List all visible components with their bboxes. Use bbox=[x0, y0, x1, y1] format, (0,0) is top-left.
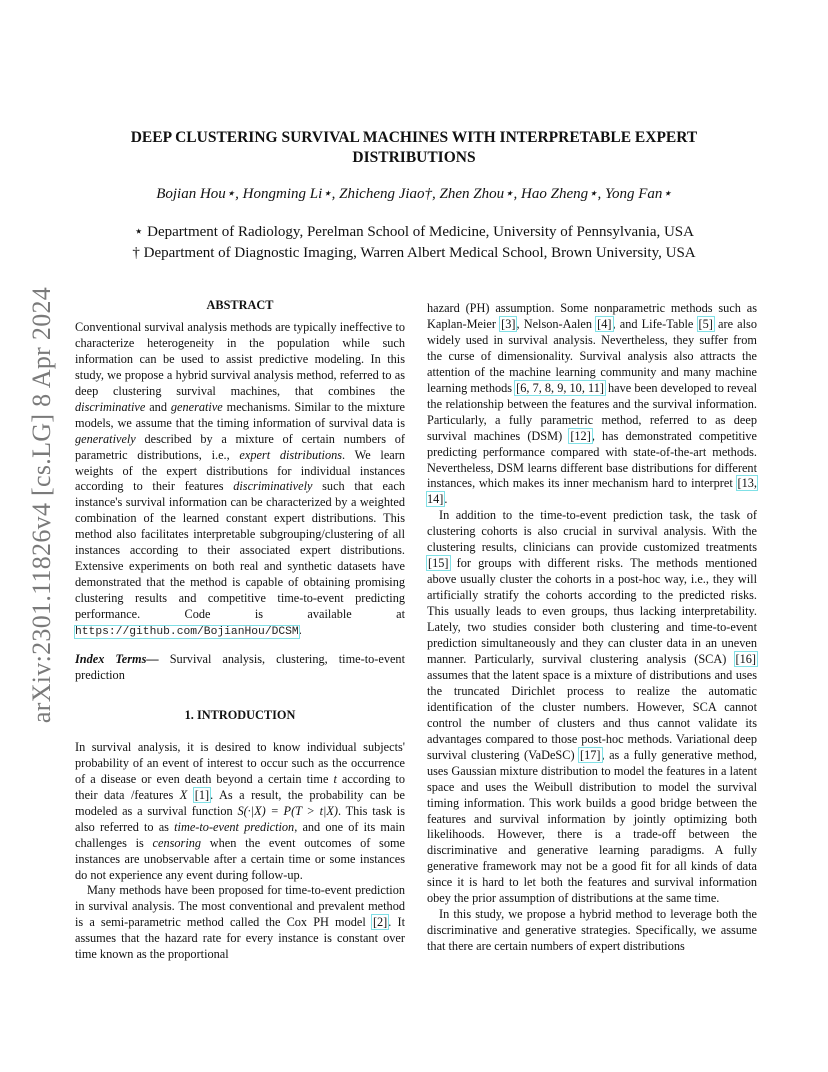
abstract-emphasis: generative bbox=[170, 399, 223, 414]
author-list: Bojian Hou⋆, Hongming Li⋆, Zhicheng Jiao†, Zhen Zhou⋆, Hao Zheng⋆, Yong Fan⋆ bbox=[156, 186, 672, 202]
right-paragraph-1 bbox=[427, 301, 757, 508]
abstract-text-part: and bbox=[145, 399, 171, 414]
intro-text-part: according to their data /features bbox=[75, 771, 405, 802]
intro-text-part: . As a result, the probability can be modeled as a survival function bbox=[75, 787, 406, 818]
right-paragraph-2 bbox=[427, 508, 757, 907]
paper-title bbox=[100, 128, 728, 167]
abstract-text-part: mechanisms. Similar to the mixture models, we assume that the timing information of survival data is bbox=[75, 399, 406, 430]
abstract-heading: ABSTRACT bbox=[206, 298, 274, 312]
abstract-text-part: . We learn weights of the expert distributions for individual instances according to their features bbox=[75, 447, 406, 494]
intro-text-part: . It assumes that the hazard rate for every instance is constant over time known as the proportional bbox=[75, 915, 405, 962]
abstract-text-part: such that each instance's survival information can be characterized by a weighted combination of the learned constant expert distributions. This method also facilitates interpretable subgrouping/clustering of all instances according to their associated expert distributions. Extensive experiments on both real and synthetic datasets have demonstrated that the method is capable of obtaining promising clustering results and competitive time-to-event predicting performance. Code is available at bbox=[75, 479, 405, 622]
title-line-1: DEEP CLUSTERING SURVIVAL MACHINES WITH INTERPRETABLE EXPERT bbox=[130, 129, 698, 146]
math-variable: t bbox=[333, 771, 337, 786]
abstract-text bbox=[75, 320, 405, 641]
body-text-part: have been developed to reveal the relationship between the features and the survival information. Particularly, a fully parametric method, referred to as deep survival machines (DSM) bbox=[427, 380, 757, 443]
arxiv-identifier: arXiv:2301.11826v4 [cs.LG] 8 Apr 2024 bbox=[27, 286, 56, 724]
arxiv-side-stamp bbox=[22, 286, 62, 724]
index-terms bbox=[75, 652, 405, 684]
body-text-part: assumes that the latent space is a mixture of distributions and uses the truncated Dirichlet process to realize the automatic identification of the cluster numbers. However, SCA cannot control the number of clusters and thus cannot validate its advantages compared to those post-hoc methods. Variational deep survival clustering (VaDeSC) bbox=[427, 667, 757, 762]
abstract-emphasis: discriminatively bbox=[233, 479, 313, 494]
abstract-text-part: . bbox=[298, 623, 302, 638]
abstract-emphasis: expert distributions bbox=[239, 447, 343, 462]
abstract-emphasis: discriminative bbox=[75, 399, 146, 414]
body-text-part: for groups with different risks. The methods mentioned above usually cluster the cohorts in a post-hoc way, i.e., they will artificially stratify the cohorts according to the predicted risks. This usually leads to even groups, thus lacking interpretability. Lately, two studies consider both clustering and time-to-event prediction simultaneously and they can cluster data in an uneven manner. Particularly, survival clustering analysis (SCA) bbox=[427, 556, 757, 666]
right-column bbox=[427, 301, 757, 955]
left-column bbox=[75, 298, 405, 963]
body-text-part: hazard (PH) assumption. Some nonparametric methods such as Kaplan-Meier bbox=[427, 301, 757, 331]
abstract-emphasis: generatively bbox=[75, 431, 136, 446]
code-repo-link[interactable]: https://github.com/BojianHou/DCSM bbox=[75, 626, 299, 639]
affiliations bbox=[60, 222, 768, 264]
body-text-part: are also widely used in survival analysis. Nevertheless, they suffer from the curse of dimensionality. Survival analysis also attracts the attention of the machine learning community and many machine learning methods bbox=[427, 316, 757, 395]
abstract-text-part: Conventional survival analysis methods are typically ineffective to characterize heterogeneity in the population while such information can be used to assist predictive modeling. In this study, we propose a hybrid survival analysis method, referred to as deep clustering survival machines, that combines the bbox=[75, 319, 405, 398]
citation-link[interactable]: [3] bbox=[501, 316, 516, 331]
intro-paragraph-2 bbox=[75, 883, 405, 963]
title-line-2: DISTRIBUTIONS bbox=[352, 148, 476, 166]
right-paragraph-3: In this study, we propose a hybrid method to leverage both the discriminative and generative strategies. Specifically, we assume that there are certain numbers of expert distributions bbox=[427, 907, 757, 954]
affiliation-upenn: ⋆ Department of Radiology, Perelman School of Medicine, University of Pennsylvania, USA bbox=[134, 224, 694, 240]
citation-link[interactable]: [13, 14] bbox=[427, 476, 757, 507]
intro-text-part: Many methods have been proposed for time-to-event prediction in survival analysis. The most conventional and prevalent method is a semi-parametric method called the Cox PH model bbox=[75, 883, 405, 930]
citation-link[interactable]: [5] bbox=[698, 316, 713, 331]
index-terms-list: Survival analysis, clustering, time-to-event prediction bbox=[75, 652, 405, 682]
citation-link[interactable]: [12] bbox=[570, 428, 591, 443]
citation-link[interactable]: [1] bbox=[194, 787, 210, 802]
intro-text-part: In survival analysis, it is desired to know individual subjects' probability of an event of interest to occur such as the occurrence of a disease or even death beyond a certain time bbox=[75, 739, 405, 786]
body-text-part: . bbox=[444, 492, 448, 507]
citation-link[interactable]: [4] bbox=[597, 316, 612, 331]
introduction-heading: 1. INTRODUCTION bbox=[184, 707, 296, 722]
citation-link[interactable]: [17] bbox=[580, 747, 601, 762]
citation-link[interactable]: [6, 7, 8, 9, 10, 11] bbox=[516, 380, 604, 395]
citation-link[interactable]: [2] bbox=[372, 915, 388, 930]
intro-text-part: . This task is also referred to as bbox=[75, 803, 405, 834]
body-text-part: , as a fully generative method, uses Gaussian mixture distribution to model the features in a latent space and uses the Weibull distribution to model the survival timing information. This work builds a good bridge between the features and survival information by jointly optimizing both likelihoods. However, there is a trade-off between the discriminative and generative learning paradigms. A fully generative framework may not be a good fit for all kinds of data since it is hard to let both the features and survival information obey the prior assumption of distributions at the same time. bbox=[427, 747, 757, 906]
index-terms-label: Index Terms— bbox=[75, 652, 159, 667]
citation-link[interactable]: [16] bbox=[735, 651, 756, 666]
intro-emphasis: time-to-event prediction bbox=[174, 819, 295, 834]
body-text-part: , Nelson-Aalen bbox=[516, 316, 597, 331]
body-text-part: In addition to the time-to-event prediction task, the task of clustering cohorts is also crucial in survival analysis. With the clustering results, clinicians can provide customized treatments bbox=[427, 508, 757, 555]
math-variable: X bbox=[179, 787, 188, 802]
body-text-part: , and Life-Table bbox=[612, 316, 698, 331]
intro-paragraph-1 bbox=[75, 740, 405, 884]
abstract-text-part: described by a mixture of certain numbers of parametric distributions, i.e., bbox=[75, 431, 405, 462]
intro-text-part: , and one of its main challenges is bbox=[75, 819, 405, 850]
affiliation-brown: † Department of Diagnostic Imaging, Warren Albert Medical School, Brown University, USA bbox=[132, 245, 696, 261]
citation-link[interactable]: [15] bbox=[428, 556, 449, 571]
math-expression: S(·|X) = P(T > t|X) bbox=[237, 803, 338, 818]
body-text-part: , has demonstrated competitive predicting performance compared with state-of-the-art methods. Nevertheless, DSM learns different base distributions for different instances, which makes its inner mechanism hard to interpret bbox=[427, 428, 757, 491]
intro-text-part: when the event outcomes of some instances are unobservable after a certain time or some instances do not experience any event during follow-up. bbox=[75, 835, 405, 882]
intro-emphasis: censoring bbox=[152, 835, 202, 850]
